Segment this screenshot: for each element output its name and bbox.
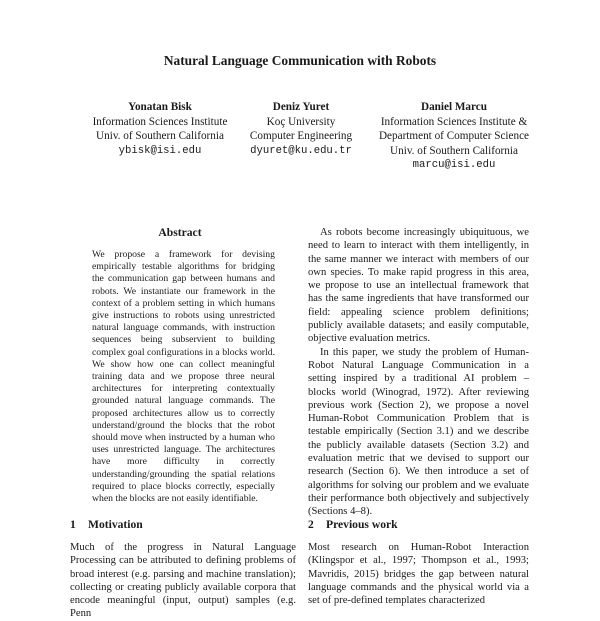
section-heading-previous-work	[308, 518, 398, 531]
author-affiliation: Koç University	[266, 115, 336, 128]
abstract-text: We propose a framework for devising empirically testable algorithms for bridging the communication gap between humans and robots. We instantiate our framework in the context of a problem setting in which humans give instructions to robots using unrestricted natural language commands, with instruction sequences being subservient to building complex goal configurations in a blocks world. We show how one can collect meaningful training data and we propose three neural architectures for interpreting contextually grounded natural language commands. The proposed architectures allow us to correctly understand/ground the blocks that the robot should move when instructed by a human who uses unrestricted language. The architectures have more difficulty in correctly understanding/grounding the spatial relations required to place blocks correctly, especially when the blocks are not easily identifiable.	[92, 249, 275, 505]
author-email: marcu@isi.edu	[412, 159, 496, 172]
section-title: Motivation	[88, 518, 143, 531]
section-heading-motivation	[70, 518, 143, 531]
section-paragraph: Most research on Human-Robot Interaction (Klingspor et al., 1997; Thompson et al., 1993; Mavridis, 2015) bridges the gap between natural language commands and the physical world via a set of pre-defined templates characterized	[308, 542, 529, 607]
intro-continued	[308, 226, 529, 519]
intro-paragraph: In this paper, we study the problem of Human-Robot Natural Language Communication in a setting inspired by a traditional AI problem – blocks world (Winograd, 1972). After reviewing previous work (Section 2), we propose a novel Human-Robot Communication Problem that is testable empirically (Section 3.1) and we describe the publicly available datasets (Section 3.2) and evaluation metric that we devised to support our research (Section 6). We then introduce a set of algorithms for solving our problem and we evaluate their performance both objectively and subjectively (Sections 4–8).	[308, 346, 529, 518]
author-name: Deniz Yuret	[272, 101, 330, 113]
author-affiliation: Information Sciences Institute	[92, 115, 228, 128]
author-affiliation: Univ. of Southern California	[96, 130, 224, 143]
author-name: Yonatan Bisk	[128, 101, 192, 113]
author-affiliation: Information Sciences Institute &	[380, 115, 528, 128]
paper-title: Natural Language Communication with Robots	[163, 53, 437, 68]
author-email: ybisk@isi.edu	[118, 144, 202, 157]
author-affiliation: Computer Engineering	[249, 130, 353, 143]
section-body-motivation	[70, 541, 296, 621]
section-number: 1	[70, 518, 76, 531]
author-email: dyuret@ku.edu.tr	[250, 144, 352, 157]
section-paragraph: Much of the progress in Natural Language Processing can be attributed to defining problems of broad interest (e.g. parsing and machine translation); collecting or creating publicly available corpora that encode meaningful (input, output) samples (e.g. Penn	[70, 542, 296, 620]
abstract-heading: Abstract	[158, 226, 202, 239]
intro-paragraph: As robots become increasingly ubiquituous, we need to learn to interact with them intelligently, in the same manner we interact with members of our own species. To make rapid progress in this area, we propose to use an intellectual framework that has the same ingredients that have transformed our field: appealing science problem definitions; publicly available datasets; and easily computable, objective evaluation metrics.	[308, 227, 529, 345]
author-name: Daniel Marcu	[421, 101, 487, 113]
section-number: 2	[308, 518, 314, 531]
section-title: Previous work	[326, 518, 398, 531]
author-affiliation: Department of Computer Science	[378, 130, 530, 143]
author-affiliation: Univ. of Southern California	[390, 144, 518, 157]
author-block-marcu	[346, 100, 562, 173]
section-body-previous-work	[308, 541, 529, 607]
